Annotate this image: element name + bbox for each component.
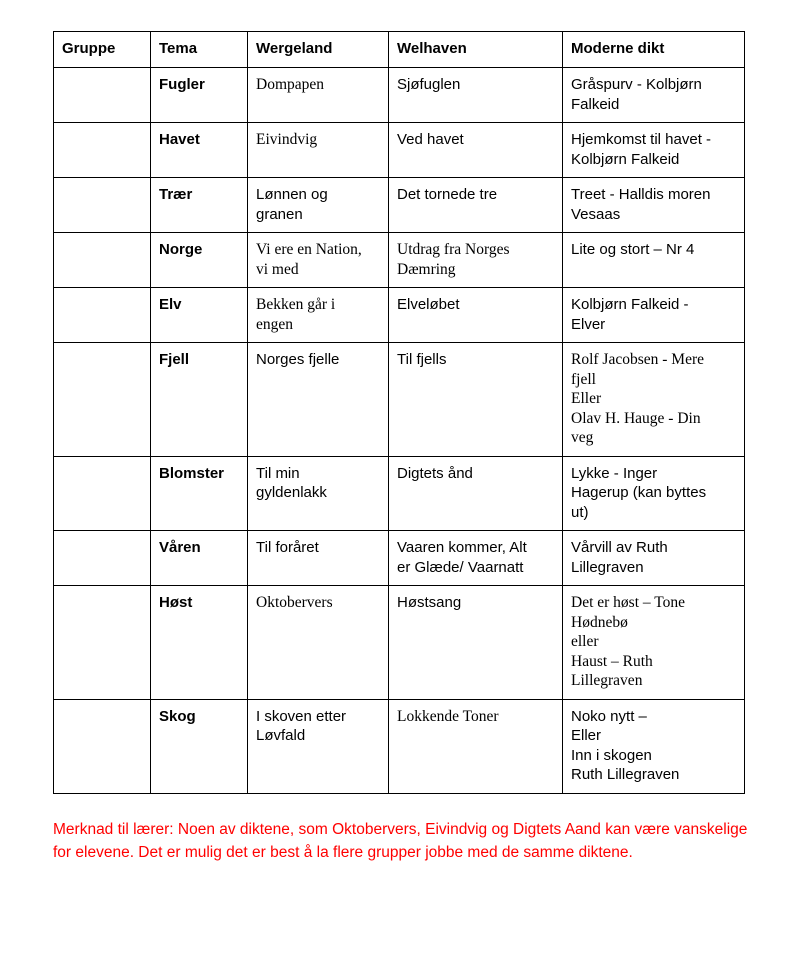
table-body (54, 68, 745, 794)
cell-moderne: Kolbjørn Falkeid - Elver (563, 288, 745, 343)
cell-gruppe (54, 233, 151, 288)
cell-tema: Norge (151, 233, 248, 288)
cell-wergeland: Til min gyldenlakk (248, 456, 389, 531)
header-wergeland: Wergeland (248, 32, 389, 68)
table-row (54, 456, 745, 531)
header-gruppe: Gruppe (54, 32, 151, 68)
cell-gruppe (54, 288, 151, 343)
cell-gruppe (54, 699, 151, 793)
cell-welhaven: Elveløbet (389, 288, 563, 343)
cell-tema: Skog (151, 699, 248, 793)
header-tema: Tema (151, 32, 248, 68)
cell-gruppe (54, 123, 151, 178)
cell-tema: Fugler (151, 68, 248, 123)
cell-gruppe (54, 531, 151, 586)
cell-tema: Elv (151, 288, 248, 343)
cell-tema: Våren (151, 531, 248, 586)
header-welhaven: Welhaven (389, 32, 563, 68)
cell-wergeland: Bekken går i engen (248, 288, 389, 343)
cell-wergeland: Eivindvig (248, 123, 389, 178)
table-row (54, 343, 745, 457)
cell-wergeland: Til foråret (248, 531, 389, 586)
cell-welhaven: Til fjells (389, 343, 563, 457)
cell-moderne: Lite og stort – Nr 4 (563, 233, 745, 288)
cell-wergeland: I skoven etter Løvfald (248, 699, 389, 793)
cell-welhaven: Sjøfuglen (389, 68, 563, 123)
header-moderne-dikt: Moderne dikt (563, 32, 745, 68)
cell-gruppe (54, 586, 151, 700)
table-row (54, 531, 745, 586)
cell-gruppe (54, 178, 151, 233)
table-row (54, 586, 745, 700)
cell-welhaven: Ved havet (389, 123, 563, 178)
cell-gruppe (54, 343, 151, 457)
cell-moderne: Vårvill av Ruth Lillegraven (563, 531, 745, 586)
table-row (54, 699, 745, 793)
cell-moderne: Det er høst – Tone Hødnebø eller Haust – Ruth Lillegraven (563, 586, 745, 700)
cell-welhaven: Høstsang (389, 586, 563, 700)
table-row (54, 68, 745, 123)
table-row (54, 178, 745, 233)
cell-wergeland: Vi ere en Nation, vi med (248, 233, 389, 288)
cell-moderne: Lykke - Inger Hagerup (kan byttes ut) (563, 456, 745, 531)
cell-gruppe (54, 456, 151, 531)
cell-moderne: Rolf Jacobsen - Mere fjell Eller Olav H. Hauge - Din veg (563, 343, 745, 457)
cell-welhaven: Digtets ånd (389, 456, 563, 531)
cell-tema: Havet (151, 123, 248, 178)
cell-tema: Trær (151, 178, 248, 233)
table-row (54, 233, 745, 288)
cell-moderne: Treet - Halldis moren Vesaas (563, 178, 745, 233)
cell-moderne: Hjemkomst til havet - Kolbjørn Falkeid (563, 123, 745, 178)
cell-tema: Høst (151, 586, 248, 700)
table-row (54, 123, 745, 178)
poem-assignment-table (53, 31, 745, 794)
cell-welhaven: Det tornede tre (389, 178, 563, 233)
cell-tema: Blomster (151, 456, 248, 531)
cell-wergeland: Oktobervers (248, 586, 389, 700)
cell-tema: Fjell (151, 343, 248, 457)
table-row (54, 288, 745, 343)
cell-welhaven: Lokkende Toner (389, 699, 563, 793)
cell-wergeland: Dompapen (248, 68, 389, 123)
cell-moderne: Gråspurv - Kolbjørn Falkeid (563, 68, 745, 123)
cell-welhaven: Utdrag fra Norges Dæmring (389, 233, 563, 288)
cell-moderne: Noko nytt – Eller Inn i skogen Ruth Lillegraven (563, 699, 745, 793)
cell-wergeland: Lønnen og granen (248, 178, 389, 233)
cell-welhaven: Vaaren kommer, Alt er Glæde/ Vaarnatt (389, 531, 563, 586)
table-header-row (54, 32, 745, 68)
teacher-note: Merknad til lærer: Noen av diktene, som Oktobervers, Eivindvig og Digtets Aand kan være vanskelige for elevene. Det er mulig det er best å la flere grupper jobbe med de samme diktene. (53, 821, 748, 861)
cell-wergeland: Norges fjelle (248, 343, 389, 457)
cell-gruppe (54, 68, 151, 123)
